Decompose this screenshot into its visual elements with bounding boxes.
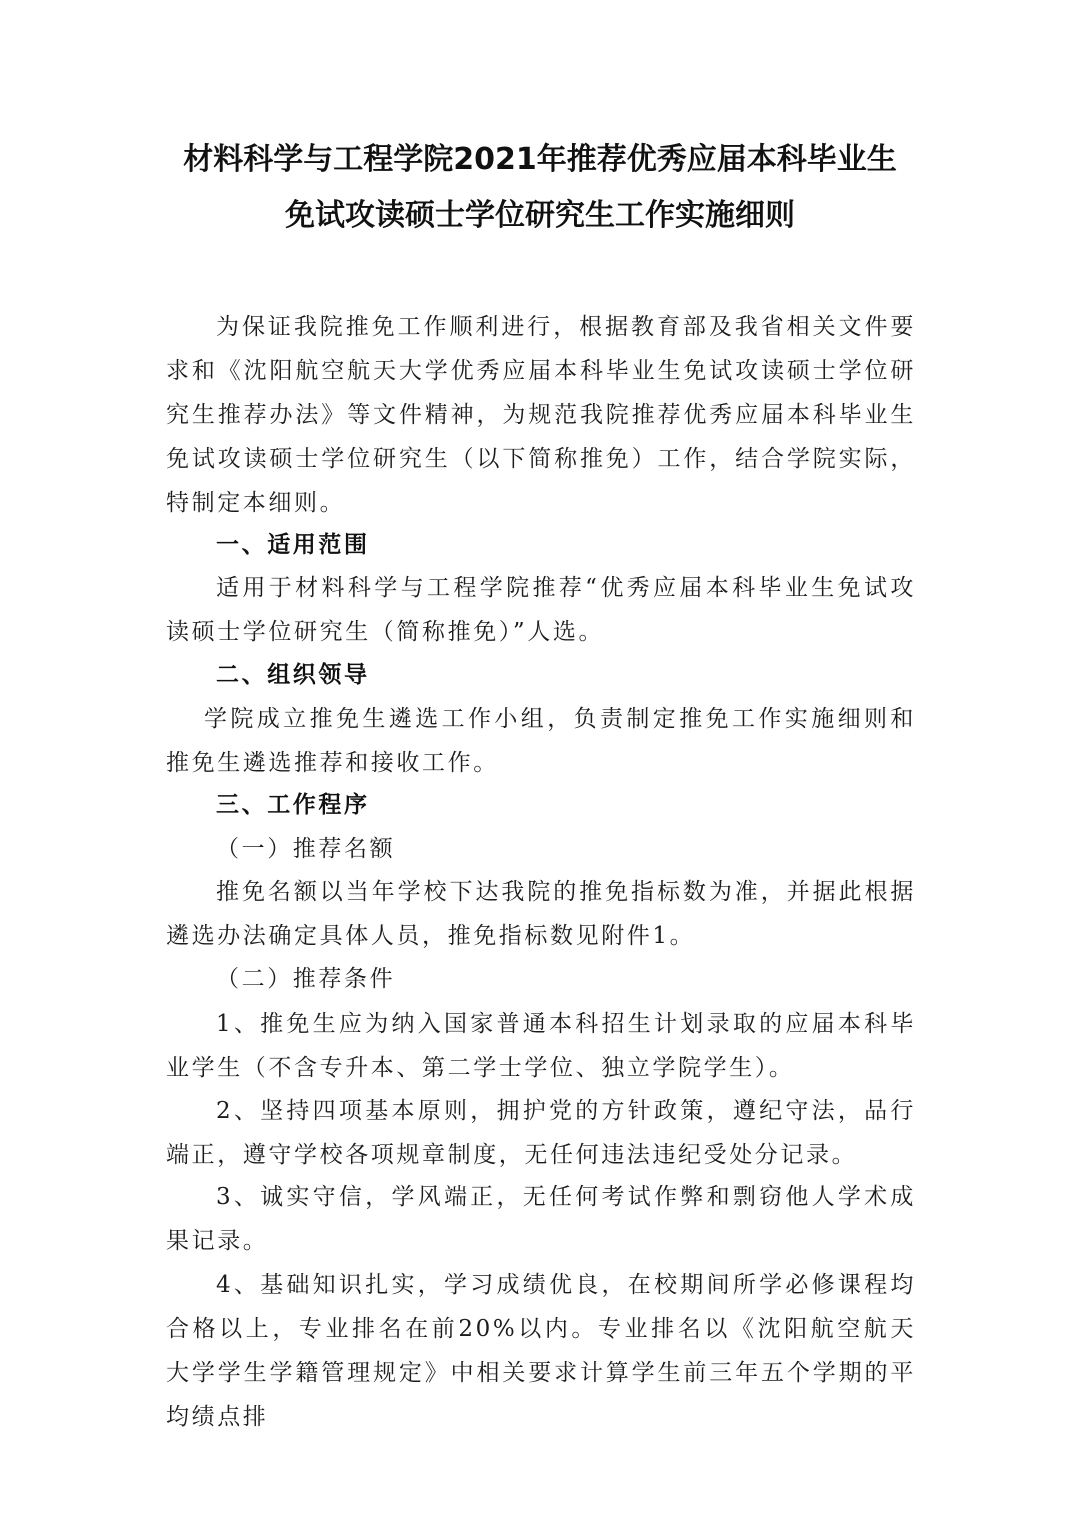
section-heading-organization: 二、组织领导 — [216, 662, 370, 688]
condition-item-3: 3、诚实守信，学风端正，无任何考试作弊和剽窃他人学术成果记录。 — [166, 1184, 916, 1254]
subsection-heading-conditions: （二）推荐条件 — [216, 966, 396, 992]
condition-item-4: 4、基础知识扎实，学习成绩优良，在校期间所学必修课程均合格以上，专业排名在前20%以内。专业排名以《沈阳航空航天大学学生学籍管理规定》中相关要求计算学生前三年五个学期的平均绩点排 — [166, 1272, 916, 1430]
intro-paragraph: 为保证我院推免工作顺利进行，根据教育部及我省相关文件要求和《沈阳航空航天大学优秀应届本科毕业生免试攻读硕士学位研究生推荐办法》等文件精神，为规范我院推荐优秀应届本科毕业生免试攻读硕士学位研究生（以下简称推免）工作，结合学院实际，特制定本细则。 — [166, 314, 916, 516]
subsection-heading-quota: （一）推荐名额 — [216, 836, 396, 862]
scope-paragraph: 适用于材料科学与工程学院推荐“优秀应届本科毕业生免试攻读硕士学位研究生（简称推免）”人选。 — [166, 575, 916, 645]
condition-item-1: 1、推免生应为纳入国家普通本科招生计划录取的应届本科毕业学生（不含专升本、第二学士学位、独立学院学生）。 — [166, 1011, 916, 1081]
section-heading-procedure: 三、工作程序 — [216, 792, 370, 818]
section-heading-scope: 一、适用范围 — [216, 532, 370, 558]
organization-paragraph: 学院成立推免生遴选工作小组，负责制定推免工作实施细则和推免生遴选推荐和接收工作。 — [166, 706, 916, 776]
quota-paragraph: 推免名额以当年学校下达我院的推免指标数为准，并据此根据遴选办法确定具体人员，推免指标数见附件1。 — [166, 879, 916, 949]
document-title-line-2: 免试攻读硕士学位研究生工作实施细则 — [285, 198, 795, 233]
condition-item-2: 2、坚持四项基本原则，拥护党的方针政策，遵纪守法，品行端正，遵守学校各项规章制度，无任何违法违纪受处分记录。 — [166, 1098, 916, 1168]
document-title-line-1: 材料科学与工程学院2021年推荐优秀应届本科毕业生 — [183, 142, 897, 177]
